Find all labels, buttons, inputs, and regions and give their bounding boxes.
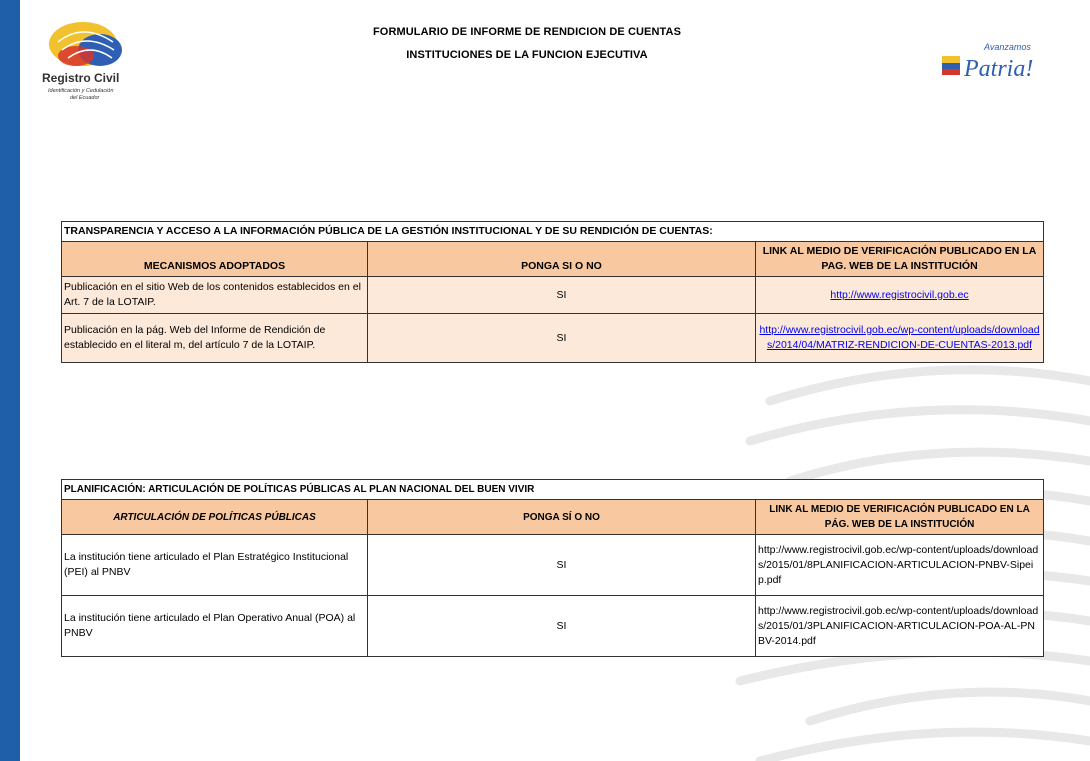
answer-cell: SI <box>368 277 756 314</box>
avanzamos-patria-logo <box>936 36 1040 92</box>
verification-link[interactable]: http://www.registrocivil.gob.ec/wp-content/uploads/downloads/2014/04/MATRIZ-RENDICION-DE-CUENTAS-2013.pdf <box>759 324 1040 351</box>
header-answer: PONGA SI O NO <box>368 242 756 277</box>
answer-cell: SI <box>368 535 756 596</box>
logo-line2: Patria! <box>964 56 1034 82</box>
transparency-table <box>61 221 1044 363</box>
logo-name: Registro Civil <box>42 71 120 85</box>
mechanism-cell: Publicación en el sitio Web de los contenidos establecidos en el Art. 7 de la LOTAIP. <box>62 277 368 314</box>
logo-subtitle-2: del Ecuador <box>70 95 100 101</box>
verification-link-text: http://www.registrocivil.gob.ec/wp-content/uploads/downloads/2015/01/3PLANIFICACION-ARTICULACION-POA-AL-PNBV-2014.pdf <box>756 596 1044 657</box>
policy-cell: La institución tiene articulado el Plan Estratégico Institucional (PEI) al PNBV <box>62 535 368 596</box>
table-row <box>62 596 1044 657</box>
answer-cell: SI <box>368 314 756 363</box>
planning-table <box>61 479 1044 657</box>
mechanism-cell: Publicación en la pág. Web del Informe de Rendición de establecido en el literal m, del artículo 7 de la LOTAIP. <box>62 314 368 363</box>
header-mechanisms: MECANISMOS ADOPTADOS <box>62 242 368 277</box>
header-link: LINK AL MEDIO DE VERIFICACIÓN PUBLICADO EN LA PAG. WEB DE LA INSTITUCIÓN <box>756 242 1044 277</box>
logo-line1: Avanzamos <box>984 42 1031 52</box>
table-row <box>62 277 1044 314</box>
verification-link[interactable]: http://www.registrocivil.gob.ec <box>830 288 969 301</box>
header-link: LINK AL MEDIO DE VERIFICACIÓN PUBLICADO EN LA PÁG. WEB DE LA INSTITUCIÓN <box>756 500 1044 535</box>
table-row <box>62 314 1044 363</box>
header-policies: ARTICULACIÓN DE POLÍTICAS PÚBLICAS <box>62 500 368 535</box>
accent-side-bar <box>0 0 20 761</box>
verification-link-text: http://www.registrocivil.gob.ec/wp-content/uploads/downloads/2015/01/8PLANIFICACION-ARTICULACION-PNBV-Sipeip.pdf <box>756 535 1044 596</box>
form-title: FORMULARIO DE INFORME DE RENDICION DE CUENTAS <box>372 26 682 38</box>
table-row <box>62 535 1044 596</box>
table-title: PLANIFICACIÓN: ARTICULACIÓN DE POLÍTICAS PÚBLICAS AL PLAN NACIONAL DEL BUEN VIVIR <box>62 480 1044 500</box>
table-title: TRANSPARENCIA Y ACCESO A LA INFORMACIÓN PÚBLICA DE LA GESTIÓN INSTITUCIONAL Y DE SU RENDICIÓN DE CUENTAS: <box>62 222 1044 242</box>
logo-subtitle-1: Identificación y Cedulación <box>48 88 114 94</box>
answer-cell: SI <box>368 596 756 657</box>
form-subtitle: INSTITUCIONES DE LA FUNCION EJECUTIVA <box>406 49 648 61</box>
policy-cell: La institución tiene articulado el Plan Operativo Anual (POA) al PNBV <box>62 596 368 657</box>
header-answer: PONGA SÍ O NO <box>368 500 756 535</box>
